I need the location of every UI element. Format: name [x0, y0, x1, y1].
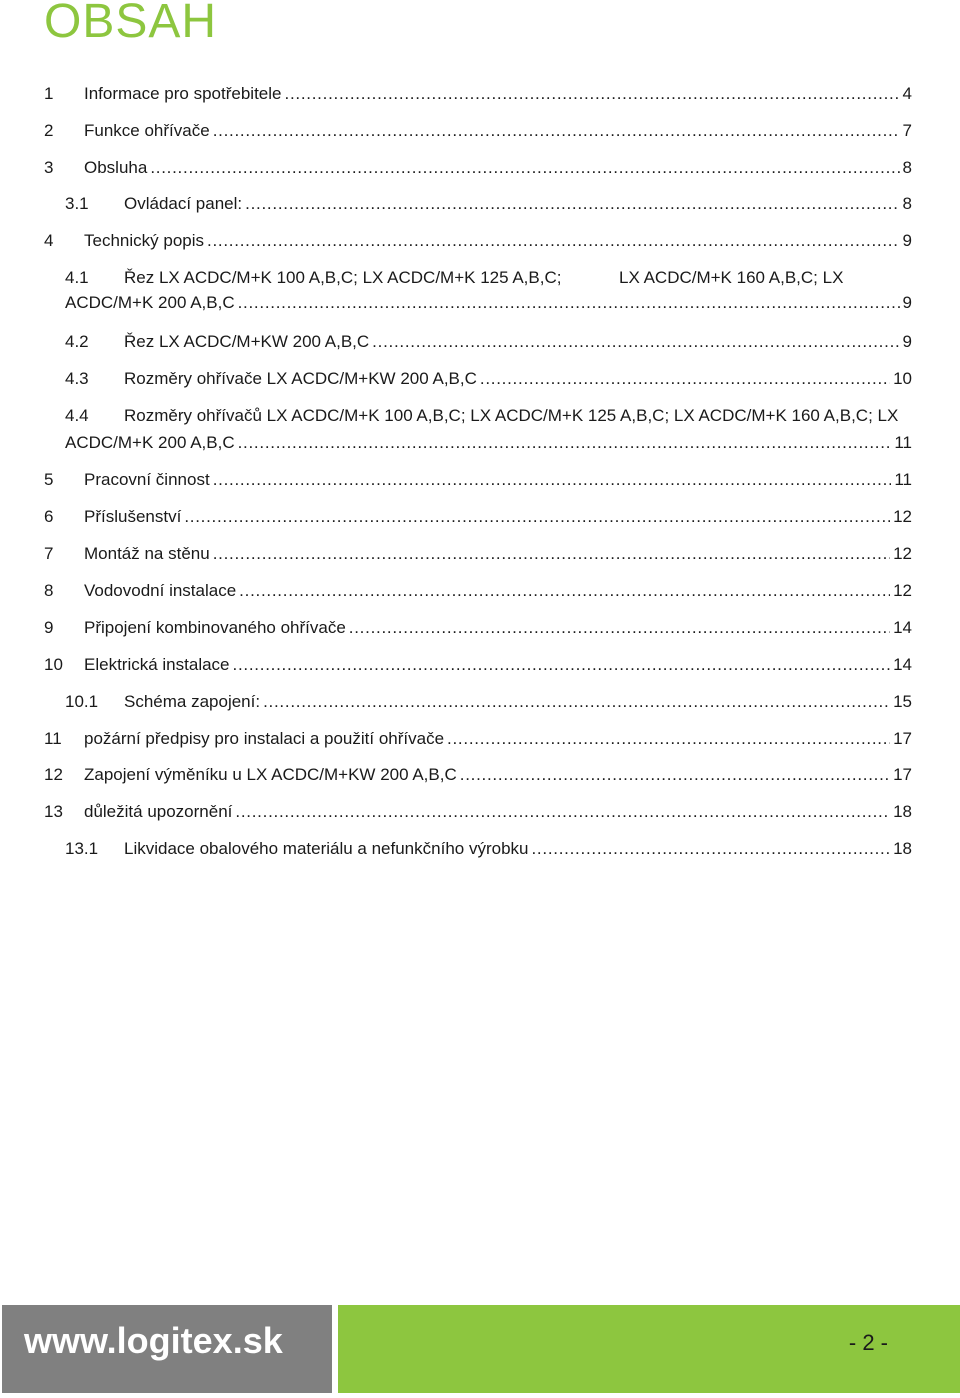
toc-entry-10-1[interactable]: [65, 689, 912, 715]
toc-number: 4.4: [65, 406, 89, 425]
toc-number: 4: [44, 231, 54, 250]
toc-number: 12: [44, 765, 63, 784]
toc-entry-7[interactable]: [44, 541, 912, 567]
toc-title: Řez LX ACDC/M+K 100 A,B,C; LX ACDC/M+K 125 A,B,C;: [124, 268, 562, 287]
toc-entry-9[interactable]: [44, 615, 912, 641]
toc-leader: [349, 615, 890, 641]
toc-leader: [460, 762, 890, 788]
toc-number: 4.3: [65, 369, 89, 388]
toc-entry-8[interactable]: [44, 578, 912, 604]
toc-entry-5[interactable]: [44, 467, 912, 493]
toc-page: 14: [893, 618, 912, 637]
toc-leader: [245, 191, 899, 217]
toc-title: Elektrická instalace: [84, 655, 230, 674]
toc-title: Montáž na stěnu: [84, 544, 210, 563]
toc-page: 12: [893, 507, 912, 526]
toc-entry-10[interactable]: [44, 652, 912, 678]
toc-leader: [531, 836, 890, 862]
toc-title: Likvidace obalového materiálu a nefunkčního výrobku: [124, 839, 529, 858]
toc-page: 8: [902, 194, 912, 213]
toc-title: požární předpisy pro instalaci a použití ohřívače: [84, 729, 445, 748]
toc-entry-3[interactable]: [44, 155, 912, 181]
toc-title-continued: ACDC/M+K 200 A,B,C: [65, 293, 235, 312]
toc-number: 10: [44, 655, 63, 674]
toc-leader: [285, 81, 900, 107]
toc-page: 7: [902, 121, 912, 140]
toc-page: 8: [902, 158, 912, 177]
toc-leader: [213, 118, 900, 144]
toc-page: 4: [902, 84, 912, 103]
toc-entry-1[interactable]: [44, 81, 912, 107]
toc-title-continued: ACDC/M+K 200 A,B,C: [65, 433, 235, 452]
toc-leader: [447, 726, 890, 752]
toc-entry-13[interactable]: [44, 799, 912, 825]
toc-entry-6[interactable]: [44, 504, 912, 530]
page-title: OBSAH: [44, 0, 218, 48]
toc-number: 11: [44, 729, 62, 748]
toc-number: 13: [44, 802, 63, 821]
toc-entry-12[interactable]: [44, 762, 912, 788]
toc-title: Ovládací panel:: [124, 194, 243, 213]
toc-entry-4[interactable]: [44, 228, 912, 254]
toc-page: 9: [902, 231, 912, 250]
toc-leader: [238, 430, 892, 456]
toc-page: 10: [893, 369, 912, 388]
toc-leader: [238, 290, 900, 316]
toc-entry-4-2[interactable]: [65, 329, 912, 355]
toc-leader: [207, 228, 900, 254]
toc-title: Rozměry ohřívače LX ACDC/M+KW 200 A,B,C: [124, 369, 477, 388]
toc-page: 12: [893, 581, 912, 600]
toc-number: 6: [44, 507, 54, 526]
toc-page: 18: [893, 839, 912, 858]
toc-number: 4.2: [65, 332, 89, 351]
toc-title: Technický popis: [84, 231, 205, 250]
toc-page: 9: [902, 293, 912, 312]
toc-number: 3: [44, 158, 54, 177]
toc-page: 18: [893, 802, 912, 821]
toc-page: 11: [894, 433, 912, 452]
footer-website-link[interactable]: www.logitex.sk: [24, 1320, 283, 1361]
toc-number: 10.1: [65, 692, 99, 711]
toc-entry-11[interactable]: [44, 726, 912, 752]
toc-leader: [184, 504, 890, 530]
toc-page: 17: [893, 765, 912, 784]
toc-number: 2: [44, 121, 54, 140]
toc-entry-2[interactable]: [44, 118, 912, 144]
toc-entry-4-4-line1[interactable]: [65, 403, 898, 429]
toc-title: Schéma zapojení:: [124, 692, 261, 711]
toc-number: 4.1: [65, 268, 89, 287]
toc-title: Příslušenství: [84, 507, 182, 526]
toc-leader: [372, 329, 899, 355]
toc-leader: [263, 689, 890, 715]
toc-page: 12: [893, 544, 912, 563]
toc-entry-4-1-line2[interactable]: [65, 290, 912, 316]
toc-number: 7: [44, 544, 54, 563]
toc-page: 15: [893, 692, 912, 711]
toc-entry-4-1-line1b: [619, 265, 843, 291]
toc-title: důležitá upozornění: [84, 802, 233, 821]
toc-entry-4-4-line2[interactable]: [65, 430, 912, 456]
toc-page: 9: [902, 332, 912, 351]
toc-title: Informace pro spotřebitele: [84, 84, 282, 103]
toc-number: 1: [44, 84, 54, 103]
toc-entry-13-1[interactable]: [65, 836, 912, 862]
toc-title: Pracovní činnost: [84, 470, 210, 489]
toc-title: Zapojení výměníku u LX ACDC/M+KW 200 A,B,C: [84, 765, 457, 784]
footer-page-number: - 2 -: [848, 1330, 888, 1355]
toc-leader: [233, 652, 891, 678]
toc-number: 3.1: [65, 194, 89, 213]
toc-title: Obsluha: [84, 158, 148, 177]
toc-leader: [150, 155, 899, 181]
toc-title: Řez LX ACDC/M+KW 200 A,B,C: [124, 332, 370, 351]
toc-leader: [480, 366, 890, 392]
toc-entry-4-1-line1[interactable]: [65, 265, 561, 291]
toc-number: 5: [44, 470, 54, 489]
toc-leader: [239, 578, 890, 604]
toc-page: 17: [893, 729, 912, 748]
toc-number: 13.1: [65, 839, 99, 858]
toc-leader: [235, 799, 890, 825]
toc-entry-4-3[interactable]: [65, 366, 912, 392]
toc-title-continued: LX ACDC/M+K 160 A,B,C; LX: [619, 268, 844, 287]
toc-leader: [213, 541, 890, 567]
toc-number: 8: [44, 581, 54, 600]
toc-title: Funkce ohřívače: [84, 121, 210, 140]
toc-page: 14: [893, 655, 912, 674]
toc-number: 9: [44, 618, 54, 637]
toc-title: Vodovodní instalace: [84, 581, 237, 600]
toc-entry-3-1[interactable]: [65, 191, 912, 217]
toc-leader: [213, 467, 892, 493]
toc-page: 11: [894, 470, 912, 489]
toc-title: Připojení kombinovaného ohřívače: [84, 618, 346, 637]
toc-title: Rozměry ohřívačů LX ACDC/M+K 100 A,B,C; LX ACDC/M+K 125 A,B,C; LX ACDC/M+K 160 A,B,C; LX: [124, 406, 899, 425]
